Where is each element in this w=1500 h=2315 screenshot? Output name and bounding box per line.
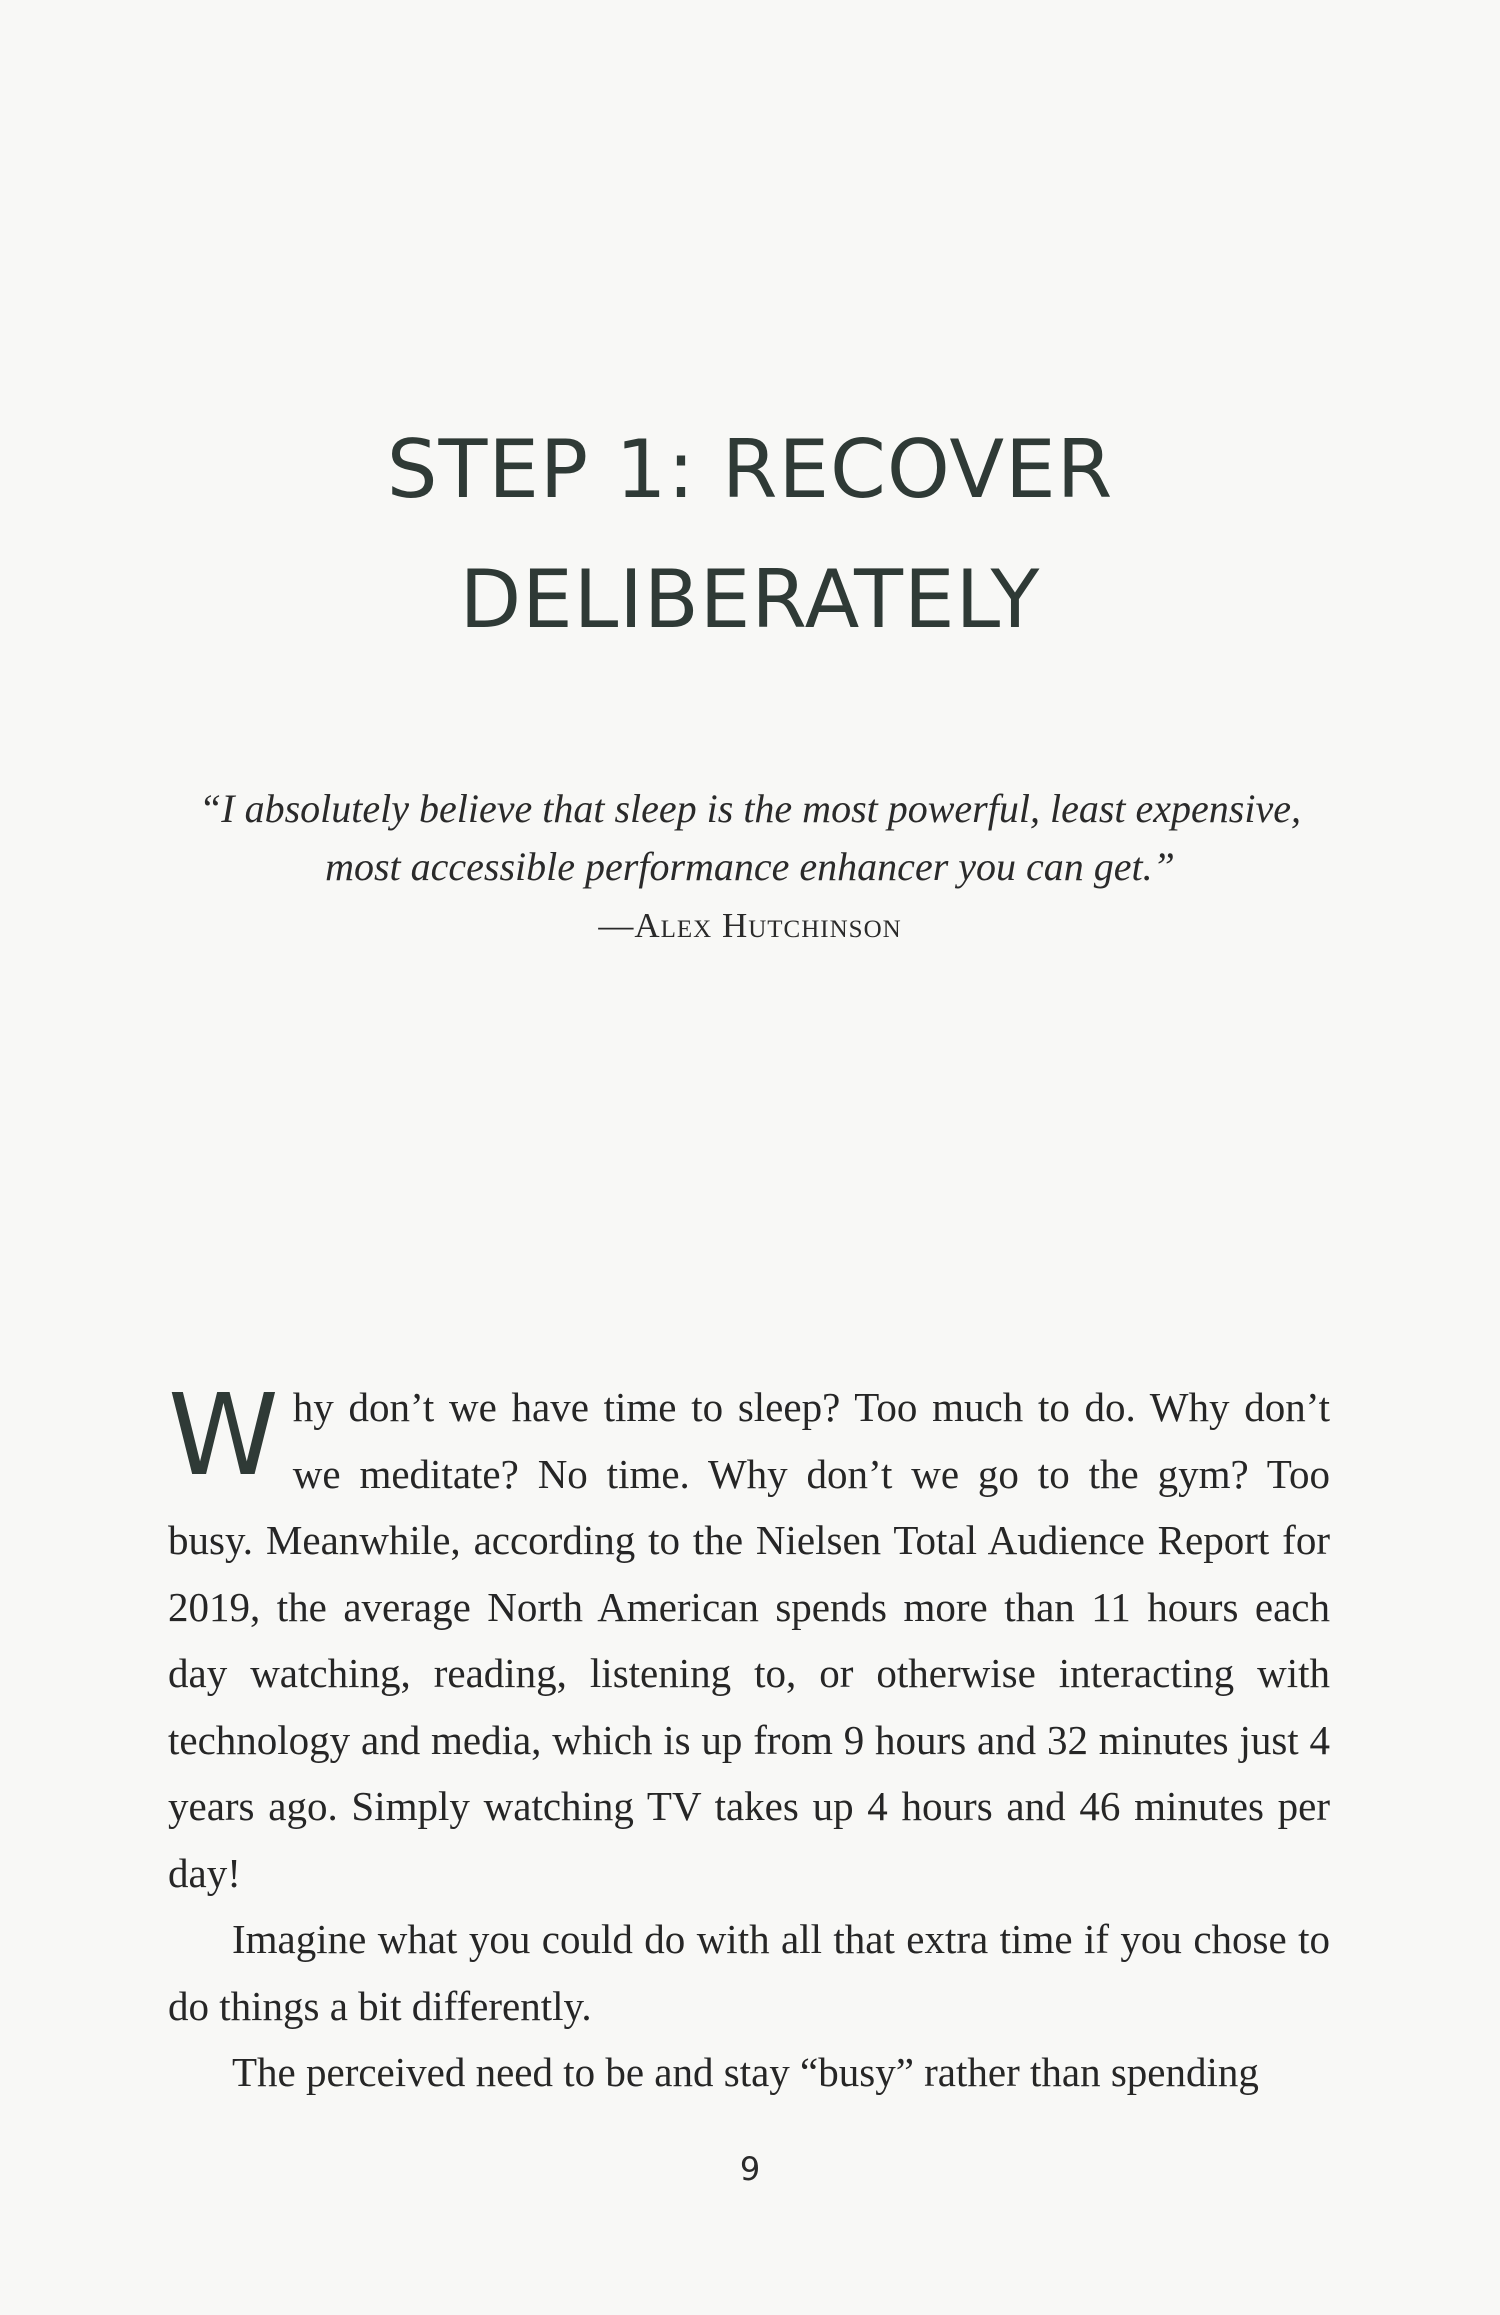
epigraph-quote — [150, 780, 1350, 896]
epigraph-quote-line-1: “I absolutely believe that sleep is the most powerful, least expensive, — [199, 786, 1301, 831]
epigraph-attribution: —Alex Hutchinson — [598, 906, 902, 945]
epigraph-quote-line-2: most accessible performance enhancer you can get.” — [325, 844, 1175, 889]
paragraph-1 — [168, 1371, 1330, 1906]
epigraph — [150, 780, 1350, 954]
paragraph-3: The perceived need to be and stay “busy” rather than spending — [232, 2049, 1259, 2095]
drop-cap: W — [168, 1371, 279, 1501]
chapter-title-line-1: STEP 1: RECOVER — [386, 423, 1114, 516]
paragraph-2: Imagine what you could do with all that extra time if you chose to do things a bit differently. — [168, 1916, 1330, 2029]
paragraph-1-text: hy don’t we have time to sleep? Too much to do. Why don’t we meditate? No time. Why don’t we go to the gym? Too busy. Meanwhile, according to the Nielsen Total Audience Report for 2019, the average North American spends more than 11 hours each day watching, reading, listening to, or otherwise interacting with technology and media, which is up from 9 hours and 32 minutes just 4 years ago. Simply watching TV takes up 4 hours and 46 minutes per day! — [168, 1384, 1330, 1896]
chapter-title-line-2: DELIBERATELY — [459, 553, 1041, 646]
page-number: 9 — [739, 2150, 761, 2188]
chapter-title — [0, 405, 1500, 665]
body-text — [168, 1371, 1330, 2106]
